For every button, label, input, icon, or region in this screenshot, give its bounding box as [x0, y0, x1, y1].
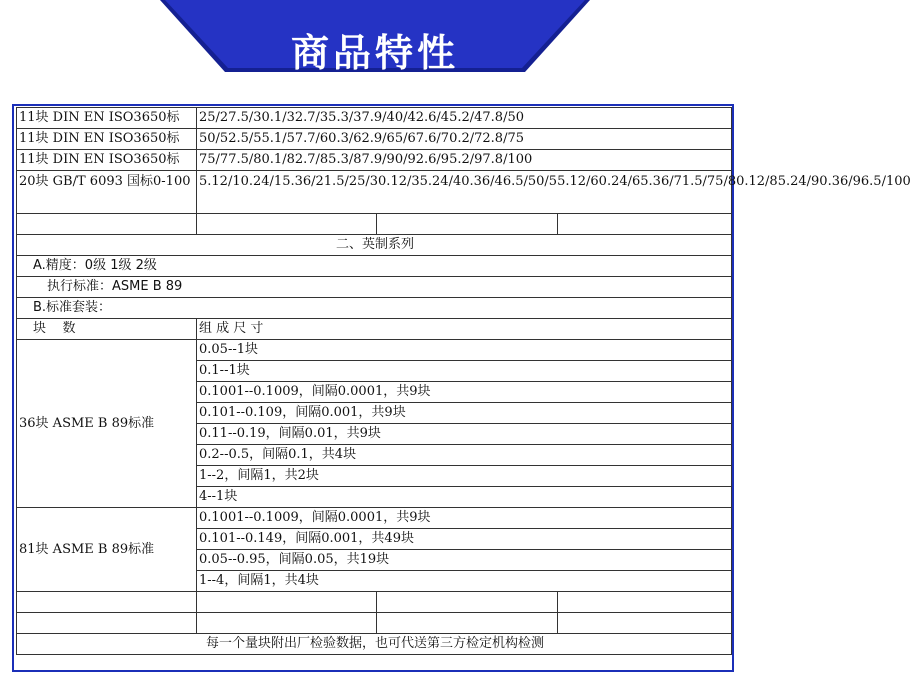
spec-table	[16, 107, 911, 655]
empty-cell	[17, 613, 197, 634]
table-row	[17, 171, 732, 214]
set-name: 81块 ASME B 89标准	[17, 508, 197, 592]
size-item: 4--1块	[197, 487, 732, 508]
table-row	[17, 340, 732, 361]
set-label: 11块 DIN EN ISO3650标	[17, 108, 197, 129]
section-row	[17, 235, 732, 256]
size-list: 50/52.5/55.1/57.7/60.3/62.9/65/67.6/70.2/72.8/75	[197, 129, 732, 150]
empty-cell	[197, 214, 377, 235]
section-title: 二、英制系列	[17, 235, 732, 256]
standard-text: 执行标准：ASME B 89	[17, 277, 732, 298]
empty-cell	[558, 214, 732, 235]
size-item: 0.2--0.5，间隔0.1，共4块	[197, 445, 732, 466]
size-item: 0.05--0.95，间隔0.05，共19块	[197, 550, 732, 571]
table-row	[17, 150, 732, 171]
sets-label: B.标准套装：	[17, 298, 732, 319]
table-row	[17, 508, 732, 529]
column-header-sizes: 组 成 尺 寸	[197, 319, 732, 340]
empty-cell	[377, 592, 558, 613]
empty-cell	[197, 613, 377, 634]
page-title: 商品特性	[290, 31, 459, 75]
empty-cell	[17, 592, 197, 613]
table-row	[17, 129, 732, 150]
empty-cell	[17, 214, 197, 235]
info-row	[17, 298, 732, 319]
empty-cell	[377, 613, 558, 634]
header-row	[17, 319, 732, 340]
column-header-blocks: 块 数	[17, 319, 197, 340]
size-item: 0.05--1块	[197, 340, 732, 361]
size-item: 0.1--1块	[197, 361, 732, 382]
empty-cell	[197, 592, 377, 613]
size-list: 5.12/10.24/15.36/21.5/25/30.12/35.24/40.36/46.5/50/55.12/60.24/65.36/71.5/75/80.12/85.24/90.36/96.5/100	[197, 171, 732, 214]
set-label: 20块 GB/T 6093 国标0-100	[17, 171, 197, 214]
set-label: 11块 DIN EN ISO3650标	[17, 129, 197, 150]
size-item: 0.1001--0.1009，间隔0.0001，共9块	[197, 382, 732, 403]
empty-cell	[377, 214, 558, 235]
info-row	[17, 256, 732, 277]
footer-note: 每一个量块附出厂检验数据，也可代送第三方检定机构检测	[17, 634, 732, 655]
size-item: 0.11--0.19，间隔0.01，共9块	[197, 424, 732, 445]
size-item: 0.101--0.149，间隔0.001，共49块	[197, 529, 732, 550]
size-item: 1--2，间隔1，共2块	[197, 466, 732, 487]
footer-row	[17, 634, 732, 655]
empty-row	[17, 214, 732, 235]
size-list: 25/27.5/30.1/32.7/35.3/37.9/40/42.6/45.2/47.8/50	[197, 108, 732, 129]
size-item: 0.1001--0.1009，间隔0.0001，共9块	[197, 508, 732, 529]
set-label: 11块 DIN EN ISO3650标	[17, 150, 197, 171]
size-item: 1--4，间隔1，共4块	[197, 571, 732, 592]
empty-cell	[558, 613, 732, 634]
set-name: 36块 ASME B 89标准	[17, 340, 197, 508]
empty-row	[17, 613, 732, 634]
size-item: 0.101--0.109，间隔0.001，共9块	[197, 403, 732, 424]
empty-row	[17, 592, 732, 613]
size-list: 75/77.5/80.1/82.7/85.3/87.9/90/92.6/95.2/97.8/100	[197, 150, 732, 171]
table-row	[17, 108, 732, 129]
info-row	[17, 277, 732, 298]
empty-cell	[558, 592, 732, 613]
accuracy-text: A.精度：0级 1级 2级	[17, 256, 732, 277]
